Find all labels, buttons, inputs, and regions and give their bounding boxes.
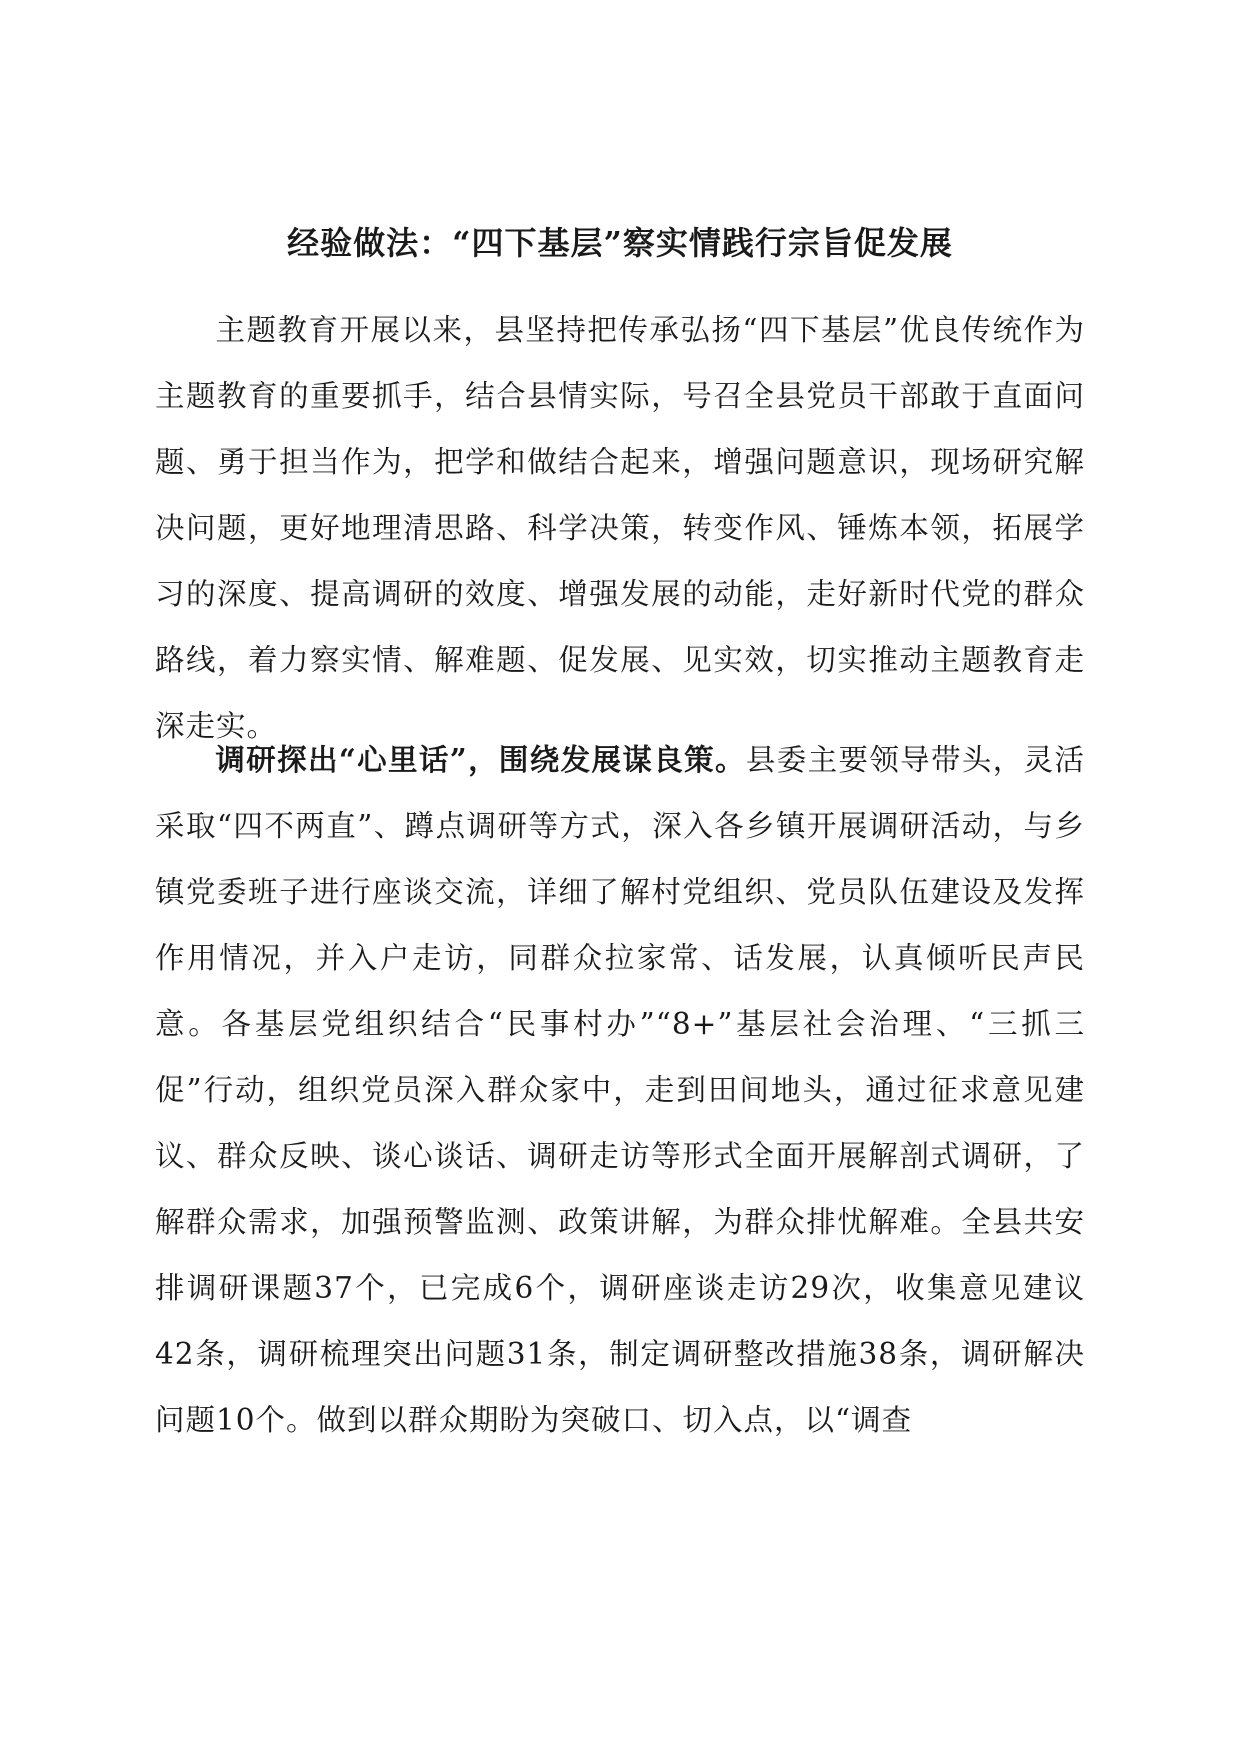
document-title: 经验做法：“四下基层”察实情践行宗旨促发展 bbox=[287, 224, 953, 262]
paragraph-research bbox=[155, 727, 1085, 1453]
paragraph-text: 县委主要领导带头，灵活采取“四不两直”、蹲点调研等方式，深入各乡镇开展调研活动，与乡镇党委班子进行座谈交流，详细了解村党组织、党员队伍建设及发挥作用情况，并入户走访，同群众拉家常、话发展，认真倾听民声民意。各基层党组织结合“民事村办”“8+”基层社会治理、“三抓三促”行动，组织党员深入群众家中，走到田间地头，通过征求意见建议、群众反映、谈心谈话、调研走访等形式全面开展解剖式调研，了解群众需求，加强预警监测、政策讲解，为群众排忧解难。全县共安排调研课题37个，已完成6个，调研座谈走访29次，收集意见建议42条，调研梳理突出问题31条，制定调研整改措施38条，调研解决问题10个。做到以群众期盼为突破口、切入点，以“调查 bbox=[155, 743, 1085, 1437]
paragraph-lead-heading: 调研探出“心里话”，围绕发展谋良策。 bbox=[215, 742, 746, 777]
paragraph-text: 主题教育开展以来，县坚持把传承弘扬“四下基层”优良传统作为主题教育的重要抓手，结合县情实际，号召全县党员干部敢于直面问题、勇于担当作为，把学和做结合起来，增强问题意识，现场研究解决问题，更好地理清思路、科学决策，转变作风、锤炼本领，拓展学习的深度、提高调研的效度、增强发展的动能，走好新时代党的群众路线，着力察实情、解难题、促发展、见实效，切实推动主题教育走深走实。 bbox=[155, 313, 1085, 743]
paragraph-intro bbox=[155, 297, 1085, 759]
